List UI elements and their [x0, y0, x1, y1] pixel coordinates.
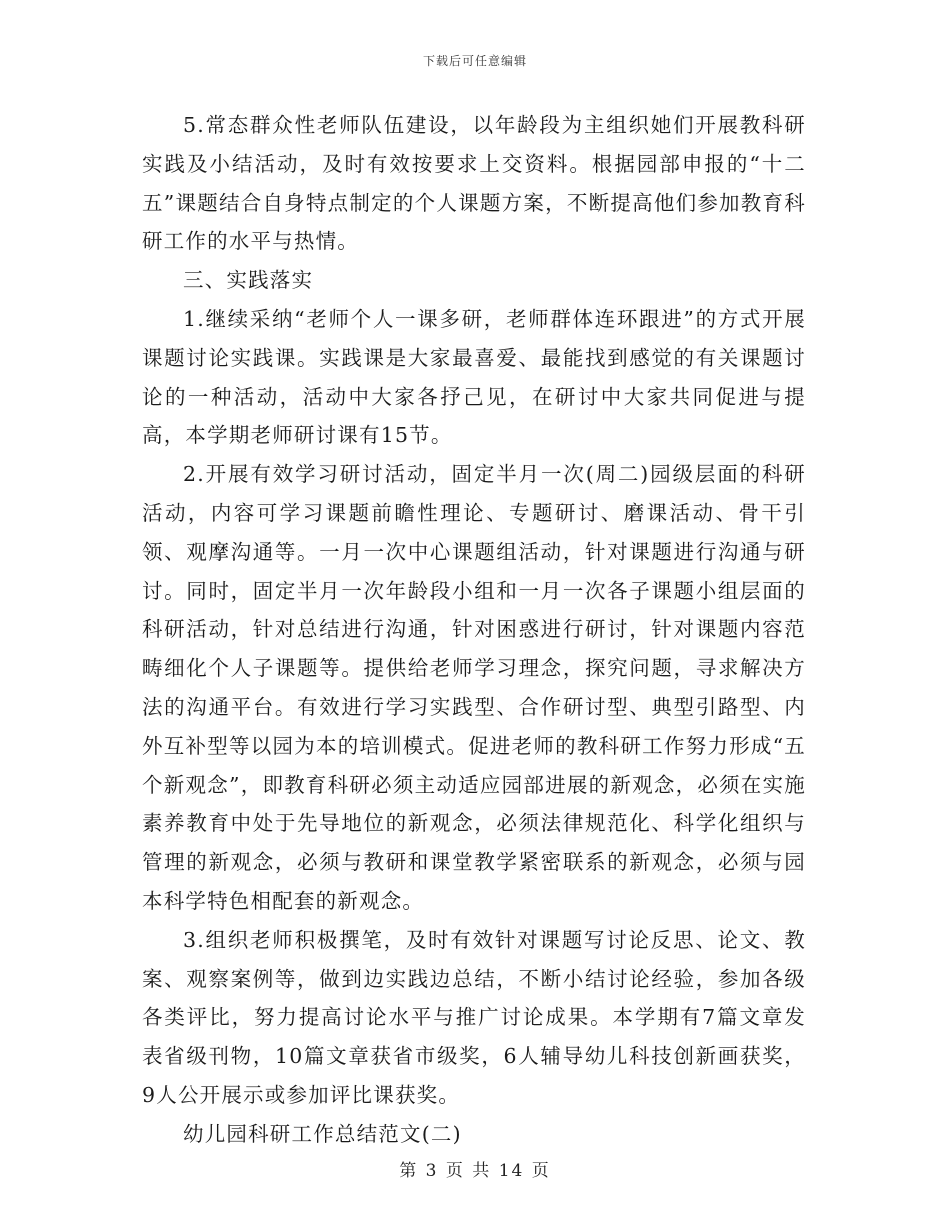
paragraph-item-3-writing: 3.组织老师积极撰笔，及时有效针对课题写讨论反思、论文、教案、观察案例等，做到边实践边总结，不断小结讨论经验，参加各级各类评比，努力提高讨论水平与推广讨论成果。本学期有7篇文章发表省级刊物，10篇文章获省市级奖，6人辅导幼儿科技创新画获奖，9人公开展示或参加评比课获奖。: [142, 927, 806, 1107]
document-subtitle: 幼儿园科研工作总结范文(二): [183, 1121, 462, 1146]
header-download-note: 下载后可任意编辑: [422, 54, 527, 68]
paragraph-item-2-study-activities: 2.开展有效学习研讨活动，固定半月一次(周二)园级层面的科研活动，内容可学习课题前瞻性理论、专题研讨、磨课活动、骨干引领、观摩沟通等。一月一次中心课题组活动，针对课题进行沟通与研讨。同时，固定半月一次年龄段小组和一月一次各子课题小组层面的科研活动，针对总结进行沟通，针对困惑进行研讨，针对课题内容范畴细化个人子课题等。提供给老师学习理念，探究问题，寻求解决方法的沟通平台。有效进行学习实践型、合作研讨型、典型引路型、内外互补型等以园为本的培训模式。促进老师的教科研工作努力形成“五个新观念”，即教育科研必须主动适应园部进展的新观念，必须在实施素养教育中处于先导地位的新观念，必须法律规范化、科学化组织与管理的新观念，必须与教研和课堂教学紧密联系的新观念，必须与园本科学特色相配套的新观念。: [142, 462, 806, 913]
section-heading-practice: 三、实践落实: [183, 268, 314, 293]
paragraph-item-5-team-building: 5.常态群众性老师队伍建设，以年龄段为主组织她们开展教科研实践及小结活动，及时有效按要求上交资料。根据园部申报的“十二五”课题结合自身特点制定的个人课题方案，不断提高他们参加教育科研工作的水平与热情。: [142, 113, 806, 254]
document-body: [142, 106, 806, 1154]
paragraph-item-1-practice-class: 1.继续采纳“老师个人一课多研，老师群体连环跟进”的方式开展课题讨论实践课。实践课是大家最喜爱、最能找到感觉的有关课题讨论的一种活动，活动中大家各抒己见，在研讨中大家共同促进与提高，本学期老师研讨课有15节。: [142, 306, 806, 448]
page-number-footer: 第 3 页 共 14 页: [399, 1161, 551, 1181]
